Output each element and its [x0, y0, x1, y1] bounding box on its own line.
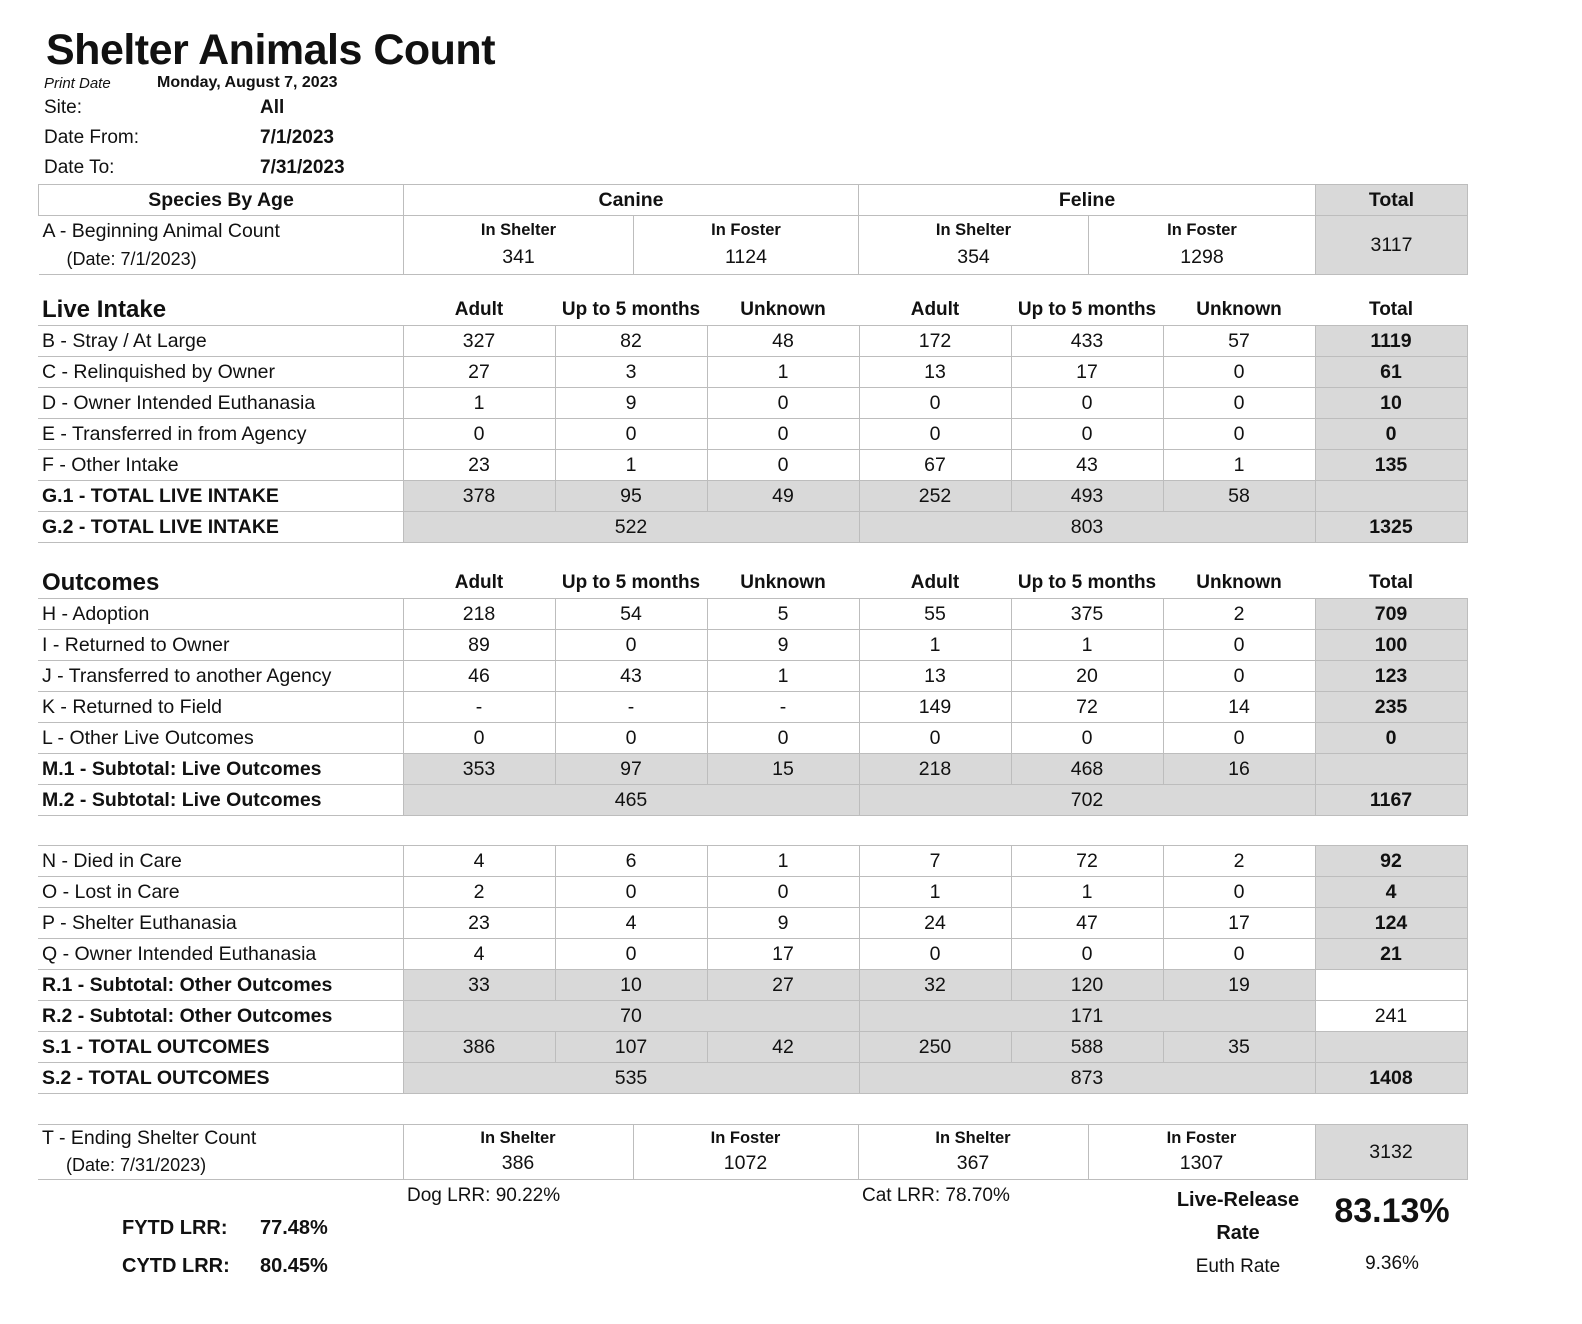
table-row — [38, 692, 1467, 723]
row-label: D - Owner Intended Euthanasia — [38, 388, 403, 419]
s1-cell: 107 — [555, 1032, 707, 1063]
col-unknown: Unknown — [1196, 572, 1282, 593]
end-feline-foster-value: 1307 — [1179, 1152, 1224, 1174]
row-cell: 57 — [1163, 326, 1315, 357]
total-header: Total — [1316, 185, 1468, 216]
r2-total: 241 — [1315, 1001, 1467, 1032]
in-foster-label: In Foster — [1166, 1129, 1237, 1147]
outcomes-table — [38, 568, 1468, 816]
g2-label: G.2 - TOTAL LIVE INTAKE — [38, 512, 403, 543]
r2-feline: 171 — [859, 1001, 1315, 1032]
s1-cell: 42 — [707, 1032, 859, 1063]
end-canine-shelter-value: 386 — [501, 1152, 535, 1174]
row-cell: 0 — [1163, 877, 1315, 908]
species-by-age-header: Species By Age — [39, 185, 404, 216]
end-canine-foster-value: 1072 — [723, 1152, 768, 1174]
fytd-value: 77.48% — [260, 1217, 328, 1239]
row-cell: 0 — [859, 388, 1011, 419]
col-adult: Adult — [910, 299, 960, 320]
row-cell: 218 — [403, 599, 555, 630]
ending-date: (Date: 7/31/2023) — [66, 1155, 207, 1175]
r2-label: R.2 - Subtotal: Other Outcomes — [38, 1001, 403, 1032]
r1-row — [38, 970, 1467, 1001]
row-cell: 1 — [859, 630, 1011, 661]
row-cell: 14 — [1163, 692, 1315, 723]
table-row — [38, 908, 1467, 939]
row-cell: 23 — [403, 908, 555, 939]
row-cell: 43 — [555, 661, 707, 692]
in-foster-label: In Foster — [1167, 221, 1237, 239]
g1-cell: 378 — [403, 481, 555, 512]
row-cell: 0 — [859, 419, 1011, 450]
row-cell: 0 — [555, 877, 707, 908]
row-cell: 0 — [1163, 357, 1315, 388]
euth-rate-label: Euth Rate — [1195, 1256, 1281, 1277]
row-cell: 4 — [555, 908, 707, 939]
r1-cell: 19 — [1163, 970, 1315, 1001]
date-to-label: Date To: — [44, 157, 115, 178]
canine-header: Canine — [404, 185, 859, 216]
row-label: L - Other Live Outcomes — [38, 723, 403, 754]
m1-cell: 15 — [707, 754, 859, 785]
table-row — [38, 661, 1467, 692]
m2-feline: 702 — [859, 785, 1315, 816]
date-to-value: 7/31/2023 — [260, 157, 345, 178]
row-cell: 9 — [555, 388, 707, 419]
m1-row — [38, 754, 1467, 785]
col-up-to-5-months: Up to 5 months — [1017, 572, 1157, 593]
row-label: K - Returned to Field — [38, 692, 403, 723]
end-feline-shelter-value: 367 — [956, 1152, 990, 1174]
row-label: C - Relinquished by Owner — [38, 357, 403, 388]
row-cell: 1 — [1011, 630, 1163, 661]
row-cell: 0 — [707, 723, 859, 754]
row-cell: 0 — [555, 419, 707, 450]
in-foster-label: In Foster — [711, 221, 781, 239]
end-feline-shelter-cell — [858, 1125, 1088, 1180]
s2-canine: 535 — [403, 1063, 859, 1094]
row-cell: 1 — [1011, 877, 1163, 908]
row-cell: - — [555, 692, 707, 723]
col-up-to-5-months: Up to 5 months — [1017, 299, 1157, 320]
row-cell: 5 — [707, 599, 859, 630]
row-total: 0 — [1315, 723, 1467, 754]
row-label: J - Transferred to another Agency — [38, 661, 403, 692]
cytd-label: CYTD LRR: — [122, 1255, 230, 1277]
row-cell: 1 — [555, 450, 707, 481]
row-cell: 82 — [555, 326, 707, 357]
live-intake-title: Live Intake — [42, 296, 167, 323]
g1-total-empty — [1315, 481, 1467, 512]
intake-header-row — [38, 295, 1467, 326]
row-label: I - Returned to Owner — [38, 630, 403, 661]
row-cell: 0 — [707, 388, 859, 419]
row-total: 135 — [1315, 450, 1467, 481]
row-cell: 1 — [403, 388, 555, 419]
canine-shelter-cell — [404, 216, 634, 275]
date-from-value: 7/1/2023 — [260, 127, 334, 148]
g2-feline: 803 — [859, 512, 1315, 543]
row-cell: 46 — [403, 661, 555, 692]
row-cell: 13 — [859, 357, 1011, 388]
m1-total-empty — [1315, 754, 1467, 785]
row-label: H - Adoption — [38, 599, 403, 630]
row-cell: 48 — [707, 326, 859, 357]
feline-shelter-cell — [859, 216, 1089, 275]
g1-label: G.1 - TOTAL LIVE INTAKE — [38, 481, 403, 512]
g2-total: 1325 — [1315, 512, 1467, 543]
r2-canine: 70 — [403, 1001, 859, 1032]
in-shelter-label: In Shelter — [935, 221, 1012, 239]
row-cell: 375 — [1011, 599, 1163, 630]
row-total: 61 — [1315, 357, 1467, 388]
row-cell: 0 — [555, 723, 707, 754]
row-total: 123 — [1315, 661, 1467, 692]
row-cell: 72 — [1011, 692, 1163, 723]
table-row — [38, 877, 1467, 908]
m2-row — [38, 785, 1467, 816]
row-cell: 23 — [403, 450, 555, 481]
euth-rate-value: 9.36% — [1365, 1253, 1419, 1274]
row-label: B - Stray / At Large — [38, 326, 403, 357]
row-cell: 2 — [403, 877, 555, 908]
row-cell: 0 — [1011, 388, 1163, 419]
end-feline-foster-cell — [1088, 1125, 1315, 1180]
g1-cell: 58 — [1163, 481, 1315, 512]
live-release-rate: 83.13% — [1334, 1192, 1450, 1230]
row-cell: 0 — [1163, 388, 1315, 419]
row-cell: 3 — [555, 357, 707, 388]
row-cell: - — [403, 692, 555, 723]
row-cell: 24 — [859, 908, 1011, 939]
r1-label: R.1 - Subtotal: Other Outcomes — [38, 970, 403, 1001]
row-cell: 17 — [1011, 357, 1163, 388]
row-cell: 0 — [1163, 630, 1315, 661]
feline-foster-cell — [1089, 216, 1316, 275]
canine-foster-cell — [634, 216, 859, 275]
r1-total-empty — [1315, 970, 1467, 1001]
row-cell: 47 — [1011, 908, 1163, 939]
date-from-label: Date From: — [44, 127, 140, 148]
row-cell: 172 — [859, 326, 1011, 357]
canine-shelter-value: 341 — [502, 246, 535, 268]
canine-foster-value: 1124 — [725, 246, 767, 268]
row-cell: 4 — [403, 939, 555, 970]
row-cell: 0 — [1163, 661, 1315, 692]
row-total: 21 — [1315, 939, 1467, 970]
row-cell: 0 — [1163, 939, 1315, 970]
row-cell: 0 — [1163, 723, 1315, 754]
col-total: Total — [1369, 299, 1413, 320]
row-cell: 327 — [403, 326, 555, 357]
row-cell: 1 — [859, 877, 1011, 908]
r1-cell: 32 — [859, 970, 1011, 1001]
report-title: Shelter Animals Count — [46, 26, 496, 74]
table-row — [38, 450, 1467, 481]
s1-cell: 35 — [1163, 1032, 1315, 1063]
row-cell: 89 — [403, 630, 555, 661]
row-cell: 433 — [1011, 326, 1163, 357]
row-cell: 9 — [707, 908, 859, 939]
row-cell: 0 — [1011, 723, 1163, 754]
live-intake-table — [38, 295, 1468, 543]
s1-cell: 386 — [403, 1032, 555, 1063]
outcomes-header-row — [38, 568, 1467, 599]
m2-label: M.2 - Subtotal: Live Outcomes — [38, 785, 403, 816]
row-cell: 0 — [859, 939, 1011, 970]
ending-label-cell — [38, 1125, 403, 1180]
m1-label: M.1 - Subtotal: Live Outcomes — [38, 754, 403, 785]
table-row — [38, 630, 1467, 661]
row-cell: 1 — [707, 661, 859, 692]
end-canine-foster-cell — [633, 1125, 858, 1180]
row-cell: - — [707, 692, 859, 723]
table-row — [38, 419, 1467, 450]
row-total: 0 — [1315, 419, 1467, 450]
table-row — [38, 388, 1467, 419]
outcomes-title: Outcomes — [42, 569, 160, 596]
g2-canine: 522 — [403, 512, 859, 543]
row-cell: 149 — [859, 692, 1011, 723]
beginning-table — [38, 184, 1468, 275]
row-cell: 0 — [707, 450, 859, 481]
r1-cell: 33 — [403, 970, 555, 1001]
ending-table — [38, 1124, 1468, 1180]
row-cell: 20 — [1011, 661, 1163, 692]
row-cell: 17 — [707, 939, 859, 970]
row-cell: 55 — [859, 599, 1011, 630]
row-label: Q - Owner Intended Euthanasia — [38, 939, 403, 970]
col-adult: Adult — [454, 572, 504, 593]
table-row — [38, 939, 1467, 970]
s1-cell: 250 — [859, 1032, 1011, 1063]
g1-cell: 95 — [555, 481, 707, 512]
row-label: F - Other Intake — [38, 450, 403, 481]
beginning-label-cell — [39, 216, 404, 275]
s2-total: 1408 — [1315, 1063, 1467, 1094]
beginning-label: A - Beginning Animal Count — [42, 220, 280, 242]
g1-row — [38, 481, 1467, 512]
g2-row — [38, 512, 1467, 543]
row-label: N - Died in Care — [38, 846, 403, 877]
other-outcomes-table — [38, 845, 1468, 1094]
ending-total: 3132 — [1315, 1125, 1467, 1180]
site-value: All — [260, 97, 285, 118]
col-adult: Adult — [910, 572, 960, 593]
table-row — [38, 599, 1467, 630]
row-cell: 0 — [1011, 939, 1163, 970]
row-cell: 1 — [707, 357, 859, 388]
row-cell: 43 — [1011, 450, 1163, 481]
row-cell: 0 — [403, 419, 555, 450]
col-unknown: Unknown — [1196, 299, 1282, 320]
row-cell: 0 — [555, 630, 707, 661]
dog-lrr: Dog LRR: 90.22% — [407, 1185, 561, 1206]
row-total: 1119 — [1315, 326, 1467, 357]
print-date: Monday, August 7, 2023 — [157, 74, 338, 91]
row-cell: 2 — [1163, 599, 1315, 630]
s1-cell: 588 — [1011, 1032, 1163, 1063]
row-total: 100 — [1315, 630, 1467, 661]
row-label: E - Transferred in from Agency — [38, 419, 403, 450]
col-adult: Adult — [454, 299, 504, 320]
s1-row — [38, 1032, 1467, 1063]
site-label: Site: — [44, 97, 83, 118]
m1-cell: 218 — [859, 754, 1011, 785]
cat-lrr: Cat LRR: 78.70% — [862, 1185, 1010, 1206]
row-cell: 54 — [555, 599, 707, 630]
fytd-label: FYTD LRR: — [122, 1217, 228, 1239]
print-date-label: Print Date — [44, 75, 111, 92]
row-label: P - Shelter Euthanasia — [38, 908, 403, 939]
r1-cell: 27 — [707, 970, 859, 1001]
m1-cell: 16 — [1163, 754, 1315, 785]
row-total: 709 — [1315, 599, 1467, 630]
row-total: 235 — [1315, 692, 1467, 723]
in-foster-label: In Foster — [710, 1129, 781, 1147]
live-release-label-line2: Rate — [1216, 1222, 1260, 1244]
r1-cell: 120 — [1011, 970, 1163, 1001]
beginning-total: 3117 — [1316, 216, 1468, 275]
row-cell: 67 — [859, 450, 1011, 481]
row-total: 124 — [1315, 908, 1467, 939]
live-release-label — [1160, 1184, 1316, 1250]
table-row — [38, 846, 1467, 877]
row-cell: 7 — [859, 846, 1011, 877]
m1-cell: 353 — [403, 754, 555, 785]
row-cell: 0 — [1163, 419, 1315, 450]
row-total: 4 — [1315, 877, 1467, 908]
r1-cell: 10 — [555, 970, 707, 1001]
s2-feline: 873 — [859, 1063, 1315, 1094]
col-unknown: Unknown — [740, 299, 826, 320]
row-total: 92 — [1315, 846, 1467, 877]
row-cell: 0 — [859, 723, 1011, 754]
table-row — [38, 723, 1467, 754]
s2-row — [38, 1063, 1467, 1094]
g1-cell: 493 — [1011, 481, 1163, 512]
r2-row — [38, 1001, 1467, 1032]
col-unknown: Unknown — [740, 572, 826, 593]
table-row — [38, 357, 1467, 388]
row-cell: 72 — [1011, 846, 1163, 877]
row-cell: 6 — [555, 846, 707, 877]
row-cell: 0 — [707, 419, 859, 450]
row-cell: 0 — [403, 723, 555, 754]
in-shelter-label: In Shelter — [480, 1129, 556, 1147]
row-cell: 2 — [1163, 846, 1315, 877]
cytd-value: 80.45% — [260, 1255, 328, 1277]
row-cell: 0 — [1011, 419, 1163, 450]
s1-total-empty — [1315, 1032, 1467, 1063]
g1-cell: 49 — [707, 481, 859, 512]
s1-label: S.1 - TOTAL OUTCOMES — [38, 1032, 403, 1063]
in-shelter-label: In Shelter — [480, 221, 557, 239]
row-cell: 1 — [1163, 450, 1315, 481]
m1-cell: 97 — [555, 754, 707, 785]
g1-cell: 252 — [859, 481, 1011, 512]
in-shelter-label: In Shelter — [935, 1129, 1011, 1147]
row-total: 10 — [1315, 388, 1467, 419]
row-label: O - Lost in Care — [38, 877, 403, 908]
feline-header: Feline — [859, 185, 1316, 216]
live-release-label-line1: Live-Release — [1176, 1189, 1300, 1211]
table-row — [38, 326, 1467, 357]
m2-total: 1167 — [1315, 785, 1467, 816]
row-cell: 17 — [1163, 908, 1315, 939]
row-cell: 0 — [707, 877, 859, 908]
m1-cell: 468 — [1011, 754, 1163, 785]
row-cell: 0 — [555, 939, 707, 970]
beginning-date: (Date: 7/1/2023) — [66, 249, 197, 269]
row-cell: 4 — [403, 846, 555, 877]
s2-label: S.2 - TOTAL OUTCOMES — [38, 1063, 403, 1094]
col-total: Total — [1369, 572, 1413, 593]
row-cell: 1 — [707, 846, 859, 877]
feline-foster-value: 1298 — [1180, 246, 1224, 268]
col-up-to-5-months: Up to 5 months — [561, 299, 701, 320]
row-cell: 13 — [859, 661, 1011, 692]
row-cell: 27 — [403, 357, 555, 388]
row-cell: 9 — [707, 630, 859, 661]
end-canine-shelter-cell — [403, 1125, 633, 1180]
feline-shelter-value: 354 — [957, 246, 990, 268]
ending-label: T - Ending Shelter Count — [42, 1127, 257, 1149]
m2-canine: 465 — [403, 785, 859, 816]
col-up-to-5-months: Up to 5 months — [561, 572, 701, 593]
